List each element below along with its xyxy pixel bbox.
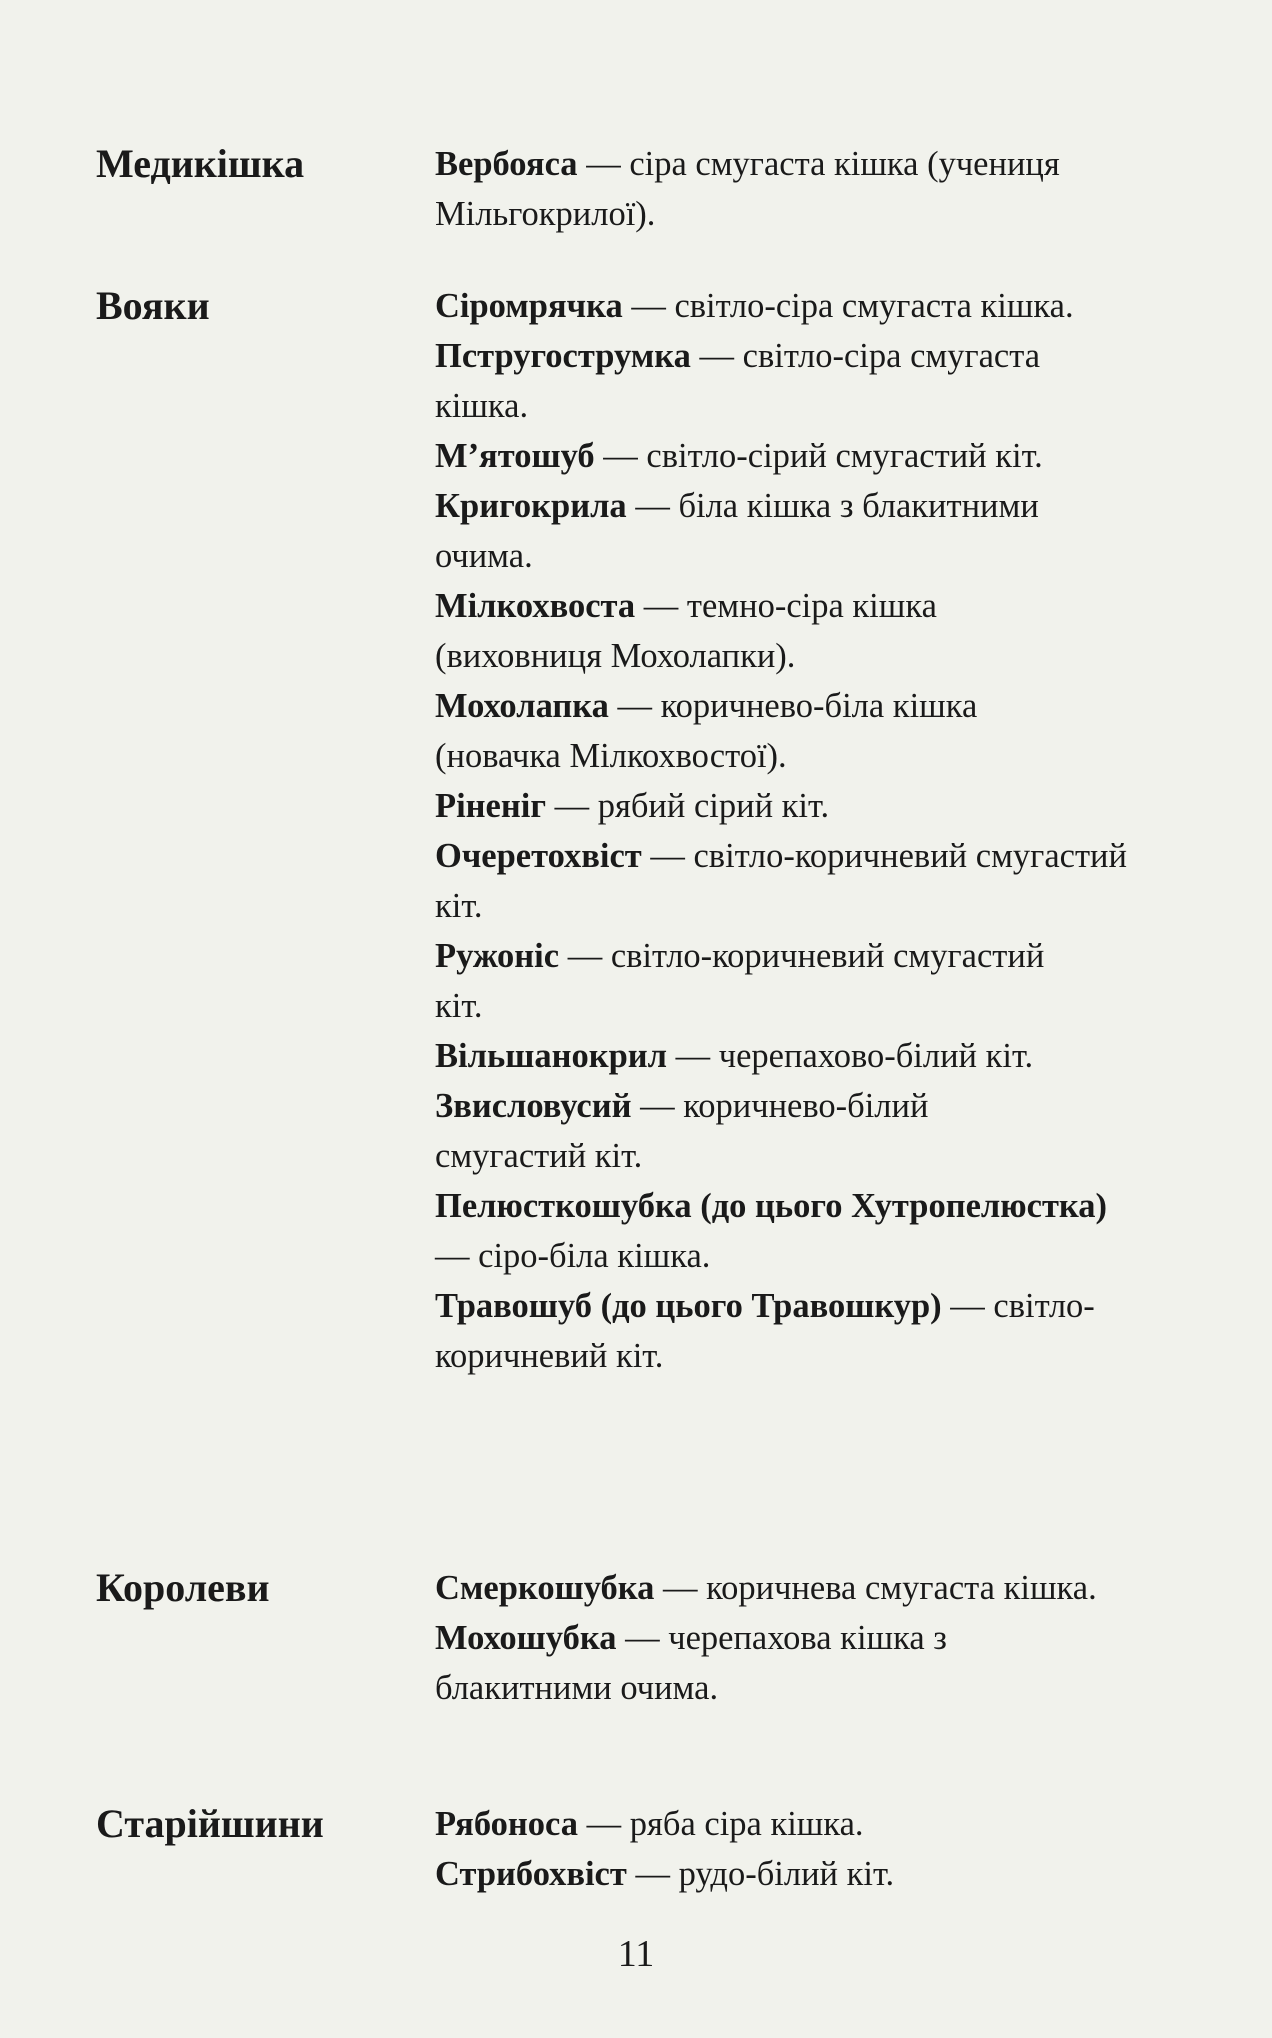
section-heading: Вояки [96, 283, 210, 328]
entry-description: — світло-сіра смугаста кішка. [622, 287, 1074, 325]
entry [435, 1281, 1115, 1381]
entry-list [435, 139, 1215, 239]
entry [435, 681, 1095, 781]
entry-description: — коричнева смугаста кішка. [654, 1569, 1097, 1607]
entry-name: Вільшанокрил [435, 1037, 667, 1075]
entry-name: Звисловусий [435, 1087, 632, 1125]
entry-description: — сіро-біла кішка. [435, 1237, 711, 1275]
entry [435, 831, 1135, 931]
entry-name: Рябоноса [435, 1805, 579, 1843]
section-heading: Медикішка [96, 141, 305, 186]
page-number: 11 [617, 1933, 655, 1975]
entry [435, 1563, 1135, 1613]
entry [435, 781, 1095, 831]
entry-name: Мохошубка [435, 1619, 617, 1657]
entry [435, 1849, 1135, 1899]
entry-description: — світло-сіра смугаста кішка. [435, 337, 1041, 425]
entry-name: Стрибохвіст [435, 1855, 627, 1893]
entry [435, 1081, 1075, 1181]
entry-description: — ряба сіра кішка. [578, 1805, 864, 1843]
entry-description: — черепахово-білий кіт. [667, 1037, 1034, 1075]
section-heading: Старійшини [96, 1801, 324, 1846]
entry-name: Мілкохвоста [435, 587, 636, 625]
entry-description: — світло-сірий смугастий кіт. [594, 437, 1043, 475]
entry-name: Пстругострумка [435, 337, 691, 375]
entry-list [435, 281, 1215, 1381]
entry-name: Сіромрячка [435, 287, 623, 325]
section-heading: Королеви [96, 1565, 270, 1610]
entry-description: — рябий сірий кіт. [545, 787, 830, 825]
entry [435, 331, 1075, 431]
entry-name: Вербояса [435, 145, 578, 183]
entry-description: — сіра смугаста кішка (учениця Мільгокрилої). [435, 145, 1060, 233]
entry-name: Пелюсткошубка (до цього Хутропелюстка) [435, 1187, 1107, 1225]
entry-description: — коричнево-білий смугастий кіт. [435, 1087, 929, 1175]
entry-name: М’ятошуб [435, 437, 595, 475]
entry [435, 1181, 1115, 1281]
entry-description: — темно-сіра кішка (виховниця Мохолапки). [435, 587, 937, 675]
entry [435, 931, 1095, 1031]
entry [435, 481, 1095, 581]
entry [435, 431, 1075, 481]
entry-description: — світло-коричневий смугастий кіт. [435, 937, 1045, 1025]
entry-name: Травошуб (до цього Травошкур) [435, 1287, 942, 1325]
entry [435, 139, 1135, 239]
entry-name: Ружоніс [435, 937, 560, 975]
entry [435, 581, 1095, 681]
entry-description: — коричнево-біла кішка (новачка Мілкохвостої). [435, 687, 978, 775]
entry [435, 1799, 1135, 1849]
entry-name: Смеркошубка [435, 1569, 655, 1607]
entry-name: Ріненіг [435, 787, 546, 825]
entry-description: — світло-коричневий смугастий кіт. [435, 837, 1127, 925]
entry-list [435, 1563, 1215, 1713]
entry-name: Очеретохвіст [435, 837, 642, 875]
entry [435, 1613, 1075, 1713]
entry-description: — біла кішка з блакитними очима. [435, 487, 1039, 575]
entry [435, 1031, 1135, 1081]
entry-description: — світло-коричневий кіт. [435, 1287, 1095, 1375]
entry-list [435, 1799, 1215, 1899]
entry-description: — черепахова кішка з блакитними очима. [435, 1619, 947, 1707]
entry-name: Кригокрила [435, 487, 627, 525]
entry-description: — рудо-білий кіт. [626, 1855, 895, 1893]
entry-name: Мохолапка [435, 687, 609, 725]
entry [435, 281, 1135, 331]
